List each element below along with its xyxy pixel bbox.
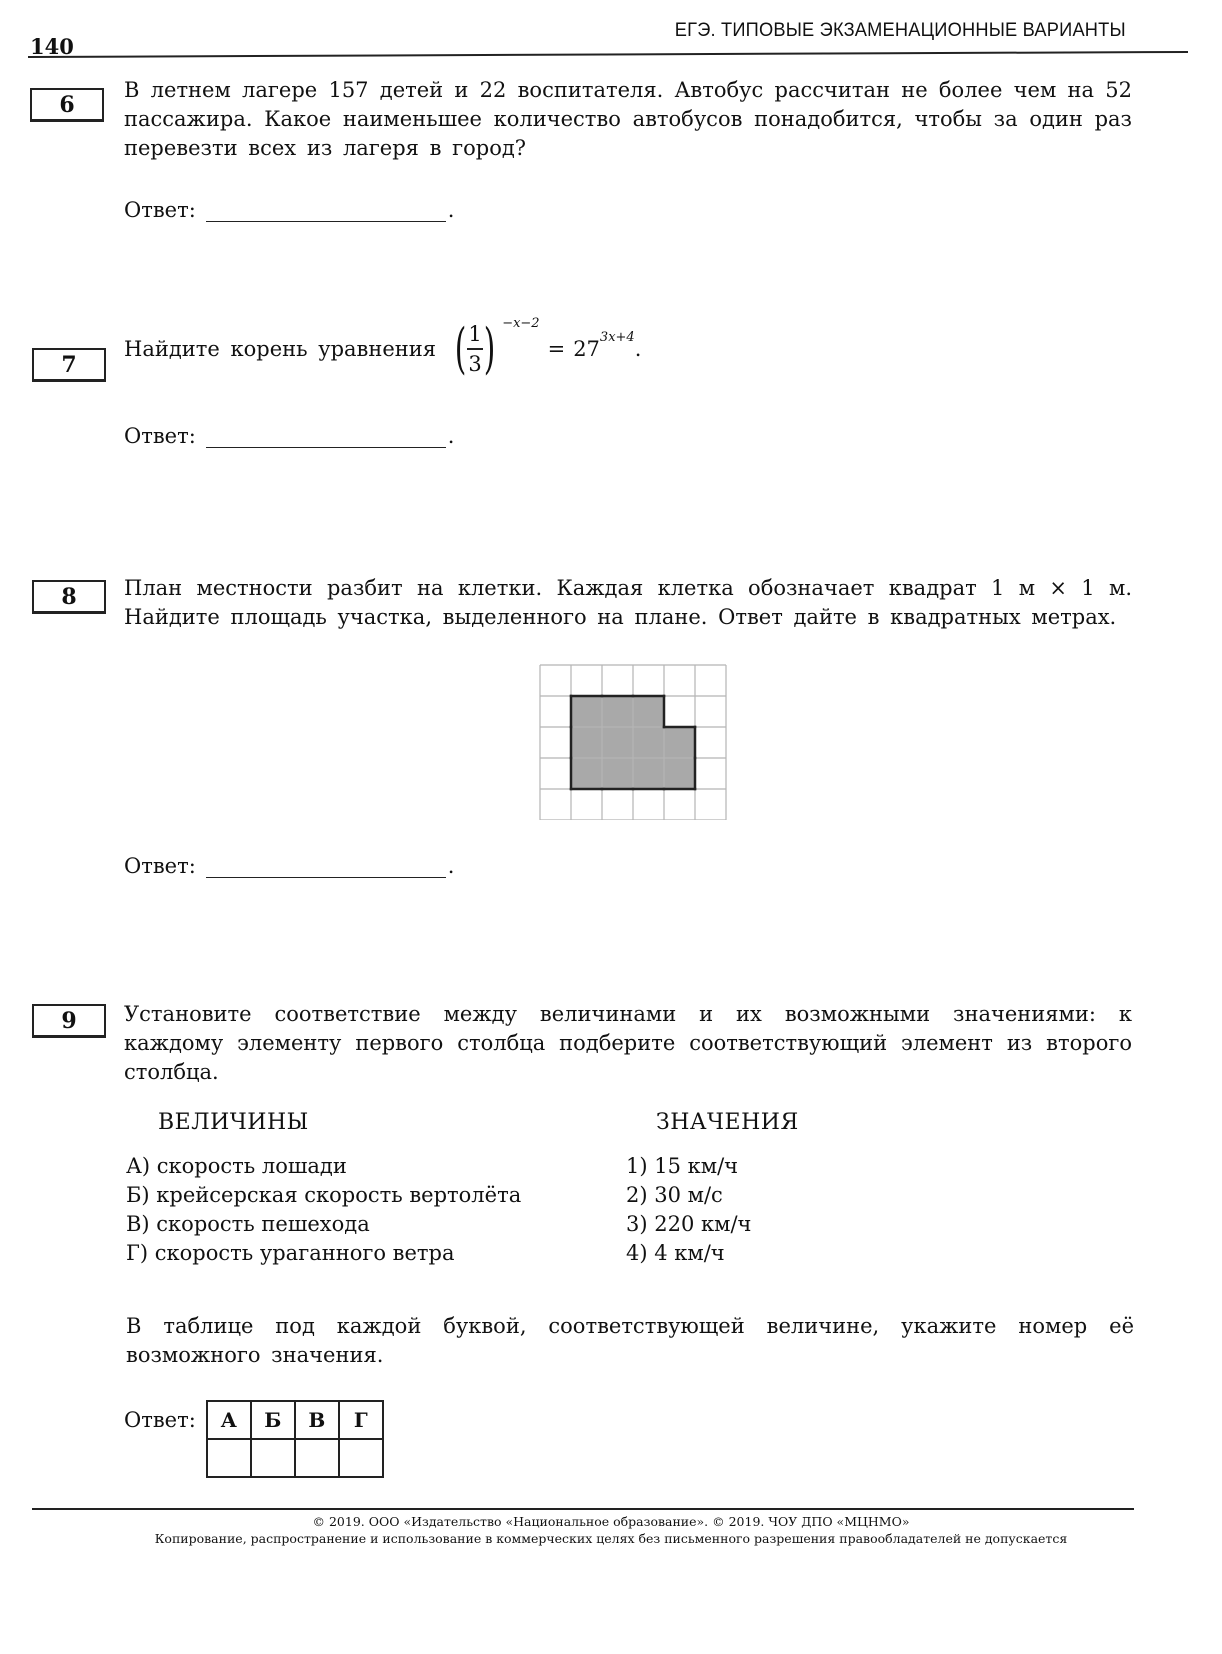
task-7-statement [124, 315, 642, 380]
task-6-text: В летнем лагере 157 детей и 22 воспитателя. Автобус рассчитан не более чем на 52 пассажира. Какое наименьшее количество автобусов понадобится, чтобы за один раз перевезти всех из лагеря в город? [124, 78, 1132, 160]
task-8-text: План местности разбит на клетки. Каждая клетка обозначает квадрат 1 м × 1 м. Найдите площадь участка, выделенного на плане. Ответ дайте в квадратных метрах. [124, 576, 1132, 629]
answer-label: Ответ: [124, 198, 196, 222]
task-7-text: Найдите корень уравнения [124, 336, 437, 361]
copyright-line: © 2019. ООО «Издательство «Национальное образование». © 2019. ЧОУ ДПО «МЦНМО» [312, 1514, 910, 1529]
page-number: 140 [30, 34, 74, 59]
answer-label: Ответ: [124, 1408, 196, 1432]
answer-cell-g[interactable] [339, 1439, 383, 1477]
answer-label: Ответ: [124, 854, 196, 878]
quantity-item: В) скорость пешехода [126, 1212, 370, 1236]
answer-table-header-row [207, 1401, 383, 1439]
task-9-instruction: В таблице под каждой буквой, соответствующей величине, укажите номер её возможного значения. [126, 1314, 1134, 1367]
answer-table-value-row [207, 1439, 383, 1477]
shaded-cell [602, 727, 633, 758]
answer-dot: . [447, 854, 455, 878]
shaded-cell [571, 758, 602, 789]
shaded-cell [633, 727, 664, 758]
answer-cell-v[interactable] [295, 1439, 339, 1477]
shaded-cell [571, 696, 602, 727]
copyright-notice: Копирование, распространение и использование в коммерческих целях без письменного разрешения правообладателей не допускается [154, 1531, 1068, 1546]
quantity-item: А) скорость лошади [126, 1154, 347, 1178]
shaded-cell [664, 758, 695, 789]
task-7-number-box [32, 348, 106, 382]
answer-table [206, 1400, 384, 1478]
footer-rule [32, 1508, 1134, 1510]
answer-dot: . [447, 198, 455, 222]
right-column-header: ЗНАЧЕНИЯ [656, 1110, 799, 1135]
task-6-answer-field[interactable] [206, 201, 446, 222]
equals-sign: = [547, 337, 566, 361]
answer-table-letter: А [207, 1401, 251, 1439]
shaded-cell [664, 727, 695, 758]
task-6-number-box [30, 88, 104, 122]
quantity-item: Г) скорость ураганного ветра [126, 1241, 455, 1265]
answer-table-letter: Б [251, 1401, 295, 1439]
answer-label: Ответ: [124, 424, 196, 448]
task-9-number: 9 [61, 1007, 77, 1034]
left-exponent: −x−2 [502, 315, 540, 331]
answer-dot: . [447, 424, 455, 448]
answer-cell-a[interactable] [207, 1439, 251, 1477]
task-6-number: 6 [59, 91, 75, 118]
denominator: 3 [468, 351, 482, 376]
right-paren: ) [483, 317, 496, 380]
numerator: 1 [468, 322, 482, 347]
shaded-cell [571, 727, 602, 758]
task-8-number: 8 [61, 583, 77, 610]
left-column-header: ВЕЛИЧИНЫ [158, 1110, 309, 1135]
task-7-answer [124, 424, 454, 448]
fraction [467, 322, 483, 376]
quantities-list [126, 1152, 521, 1268]
answer-table-letter: В [295, 1401, 339, 1439]
fraction-bar [467, 348, 483, 350]
task-8-answer-field[interactable] [206, 857, 446, 878]
task-8-number-box [32, 580, 106, 614]
task-9-number-box [32, 1004, 106, 1038]
plan-grid-figure [539, 664, 727, 820]
shaded-cell [633, 758, 664, 789]
values-list [626, 1152, 751, 1268]
value-item: 4) 4 км/ч [626, 1241, 725, 1265]
header-rule [28, 51, 1188, 58]
equation-end: . [634, 337, 642, 361]
value-item: 2) 30 м/с [626, 1183, 723, 1207]
answer-table-letter: Г [339, 1401, 383, 1439]
task-6-answer [124, 198, 454, 222]
task-7-answer-field[interactable] [206, 427, 446, 448]
task-8-answer [124, 854, 454, 878]
task-9-text: Установите соответствие между величинами и их возможными значениями: к каждому элементу первого столбца подберите соответствующий элемент из второго столбца. [124, 1002, 1132, 1084]
left-paren: ( [454, 317, 467, 380]
base: 27 [573, 337, 600, 361]
value-item: 3) 220 км/ч [626, 1212, 752, 1236]
shaded-cell [602, 758, 633, 789]
task-9-answer [124, 1400, 384, 1478]
shaded-cell [633, 696, 664, 727]
answer-cell-b[interactable] [251, 1439, 295, 1477]
task-7-number: 7 [61, 351, 77, 378]
quantity-item: Б) крейсерская скорость вертолёта [126, 1183, 522, 1207]
value-item: 1) 15 км/ч [626, 1154, 739, 1178]
right-exponent: 3x+4 [599, 329, 635, 345]
shaded-cell [602, 696, 633, 727]
running-title: ЕГЭ. ТИПОВЫЕ ЭКЗАМЕНАЦИОННЫЕ ВАРИАНТЫ [674, 20, 1126, 41]
